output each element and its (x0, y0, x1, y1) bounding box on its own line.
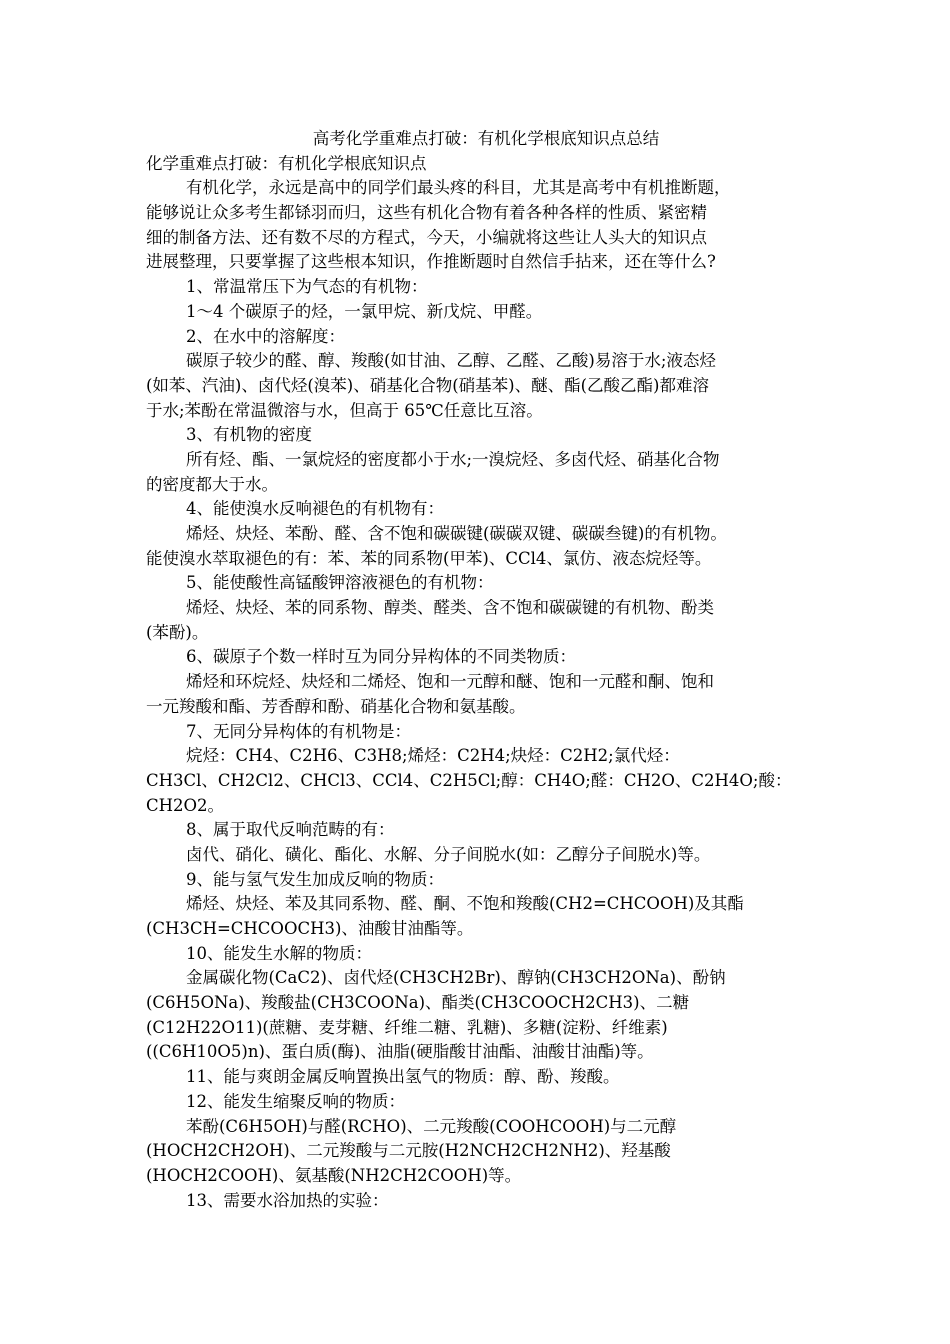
text-line: (C12H22O11)(蔗糖、麦芽糖、纤维二糖、乳糖)、多糖(淀粉、纤维素) (146, 1017, 668, 1037)
text-line: 11、能与爽朗金属反响置换出氢气的物质：醇、酚、羧酸。 (186, 1067, 620, 1087)
text-line: 烷烃：CH4、C2H6、C3H8;烯烃：C2H4;炔烃：C2H2;氯代烃： (186, 746, 680, 766)
text-line: 烯烃、炔烃、苯及其同系物、醛、酮、不饱和羧酸(CH2=CHCOOH)及其酯 (186, 894, 744, 914)
document-subtitle: 化学重难点打破：有机化学根底知识点 (146, 153, 427, 173)
text-line: 3、有机物的密度 (186, 425, 312, 445)
text-line: (如苯、汽油)、卤代烃(溴苯)、硝基化合物(硝基苯)、醚、酯(乙酸乙酯)都难溶 (146, 375, 709, 395)
text-line: 一元羧酸和酯、芳香醇和酚、硝基化合物和氨基酸。 (146, 696, 526, 716)
text-line: 烯烃和环烷烃、炔烃和二烯烃、饱和一元醇和醚、饱和一元醛和酮、饱和 (186, 672, 714, 692)
text-line: 的密度都大于水。 (146, 474, 278, 494)
text-line: 进展整理，只要掌握了这些根本知识，作推断题时自然信手拈来，还在等什么? (146, 252, 716, 272)
text-line: 7、无同分异构体的有机物是： (186, 721, 411, 741)
text-line: 所有烃、酯、一氯烷烃的密度都小于水;一溴烷烃、多卤代烃、硝基化合物 (186, 449, 720, 469)
text-line: 6、碳原子个数一样时互为同分异构体的不同类物质： (186, 647, 576, 667)
text-line: 有机化学，永远是高中的同学们最头疼的科目，尤其是高考中有机推断题， (186, 178, 731, 198)
text-line: 烯烃、炔烃、苯的同系物、醇类、醛类、含不饱和碳碳键的有机物、酚类 (186, 598, 714, 618)
text-line: 烯烃、炔烃、苯酚、醛、含不饱和碳碳键(碳碳双键、碳碳叁键)的有机物。 (186, 524, 727, 543)
text-line: 5、能使酸性高锰酸钾溶液褪色的有机物： (186, 573, 494, 593)
text-line: (CH3CH=CHCOOCH3)、油酸甘油酯等。 (146, 919, 474, 938)
text-line: 能够说让众多考生都铩羽而归，这些有机化合物有着各种各样的性质、紧密精 (146, 203, 707, 223)
text-line: 细的制备方法、还有数不尽的方程式，今天，小编就将这些让人头大的知识点 (146, 227, 707, 247)
text-line: 8、属于取代反响范畴的有： (186, 820, 395, 840)
text-line: 9、能与氢气发生加成反响的物质： (186, 869, 444, 889)
text-line: 卤代、硝化、磺化、酯化、水解、分子间脱水(如：乙醇分子间脱水)等。 (186, 844, 711, 864)
text-line: 能使溴水萃取褪色的有：苯、苯的同系物(甲苯)、CCl4、氯仿、液态烷烃等。 (146, 548, 712, 568)
text-line: ((C6H10O5)n)、蛋白质(酶)、油脂(硬脂酸甘油酯、油酸甘油酯)等。 (146, 1042, 654, 1062)
text-line: CH3Cl、CH2Cl2、CHCl3、CCl4、C2H5Cl;醇：CH4O;醛：CH2O、C2H4O;酸： (146, 770, 792, 790)
text-line: 1、常温常压下为气态的有机物： (186, 277, 428, 297)
document-body (146, 176, 806, 1213)
document-title: 高考化学重难点打破：有机化学根底知识点总结 (312, 129, 660, 148)
text-line: 10、能发生水解的物质： (186, 943, 372, 963)
text-line: (C6H5ONa)、羧酸盐(CH3COONa)、酯类(CH3COOCH2CH3)、二糖 (146, 993, 690, 1013)
text-line: 1～4 个碳原子的烃，一氯甲烷、新戊烷、甲醛。 (186, 301, 543, 321)
text-line: 2、在水中的溶解度： (186, 326, 345, 346)
text-line: (苯酚)。 (146, 622, 209, 642)
text-line: 12、能发生缩聚反响的物质： (186, 1091, 405, 1111)
text-line: 4、能使溴水反响褪色的有机物有： (186, 499, 444, 519)
text-line: 碳原子较少的醛、醇、羧酸(如甘油、乙醇、乙醛、乙酸)易溶于水;液态烃 (186, 351, 716, 371)
text-line: (HOCH2CH2OH)、二元羧酸与二元胺(H2NCH2CH2NH2)、羟基酸 (146, 1141, 671, 1161)
document-page (146, 127, 806, 1213)
text-line: (HOCH2COOH)、氨基酸(NH2CH2COOH)等。 (146, 1165, 522, 1185)
text-line: 苯酚(C6H5OH)与醛(RCHO)、二元羧酸(COOHCOOH)与二元醇 (186, 1116, 677, 1136)
text-line: 金属碳化物(CaC2)、卤代烃(CH3CH2Br)、醇钠(CH3CH2ONa)、酚钠 (186, 968, 726, 988)
text-line: 13、需要水浴加热的实验： (186, 1190, 389, 1210)
text-line: CH2O2。 (146, 795, 225, 815)
text-line: 于水;苯酚在常温微溶与水，但高于 65℃任意比互溶。 (146, 400, 543, 420)
